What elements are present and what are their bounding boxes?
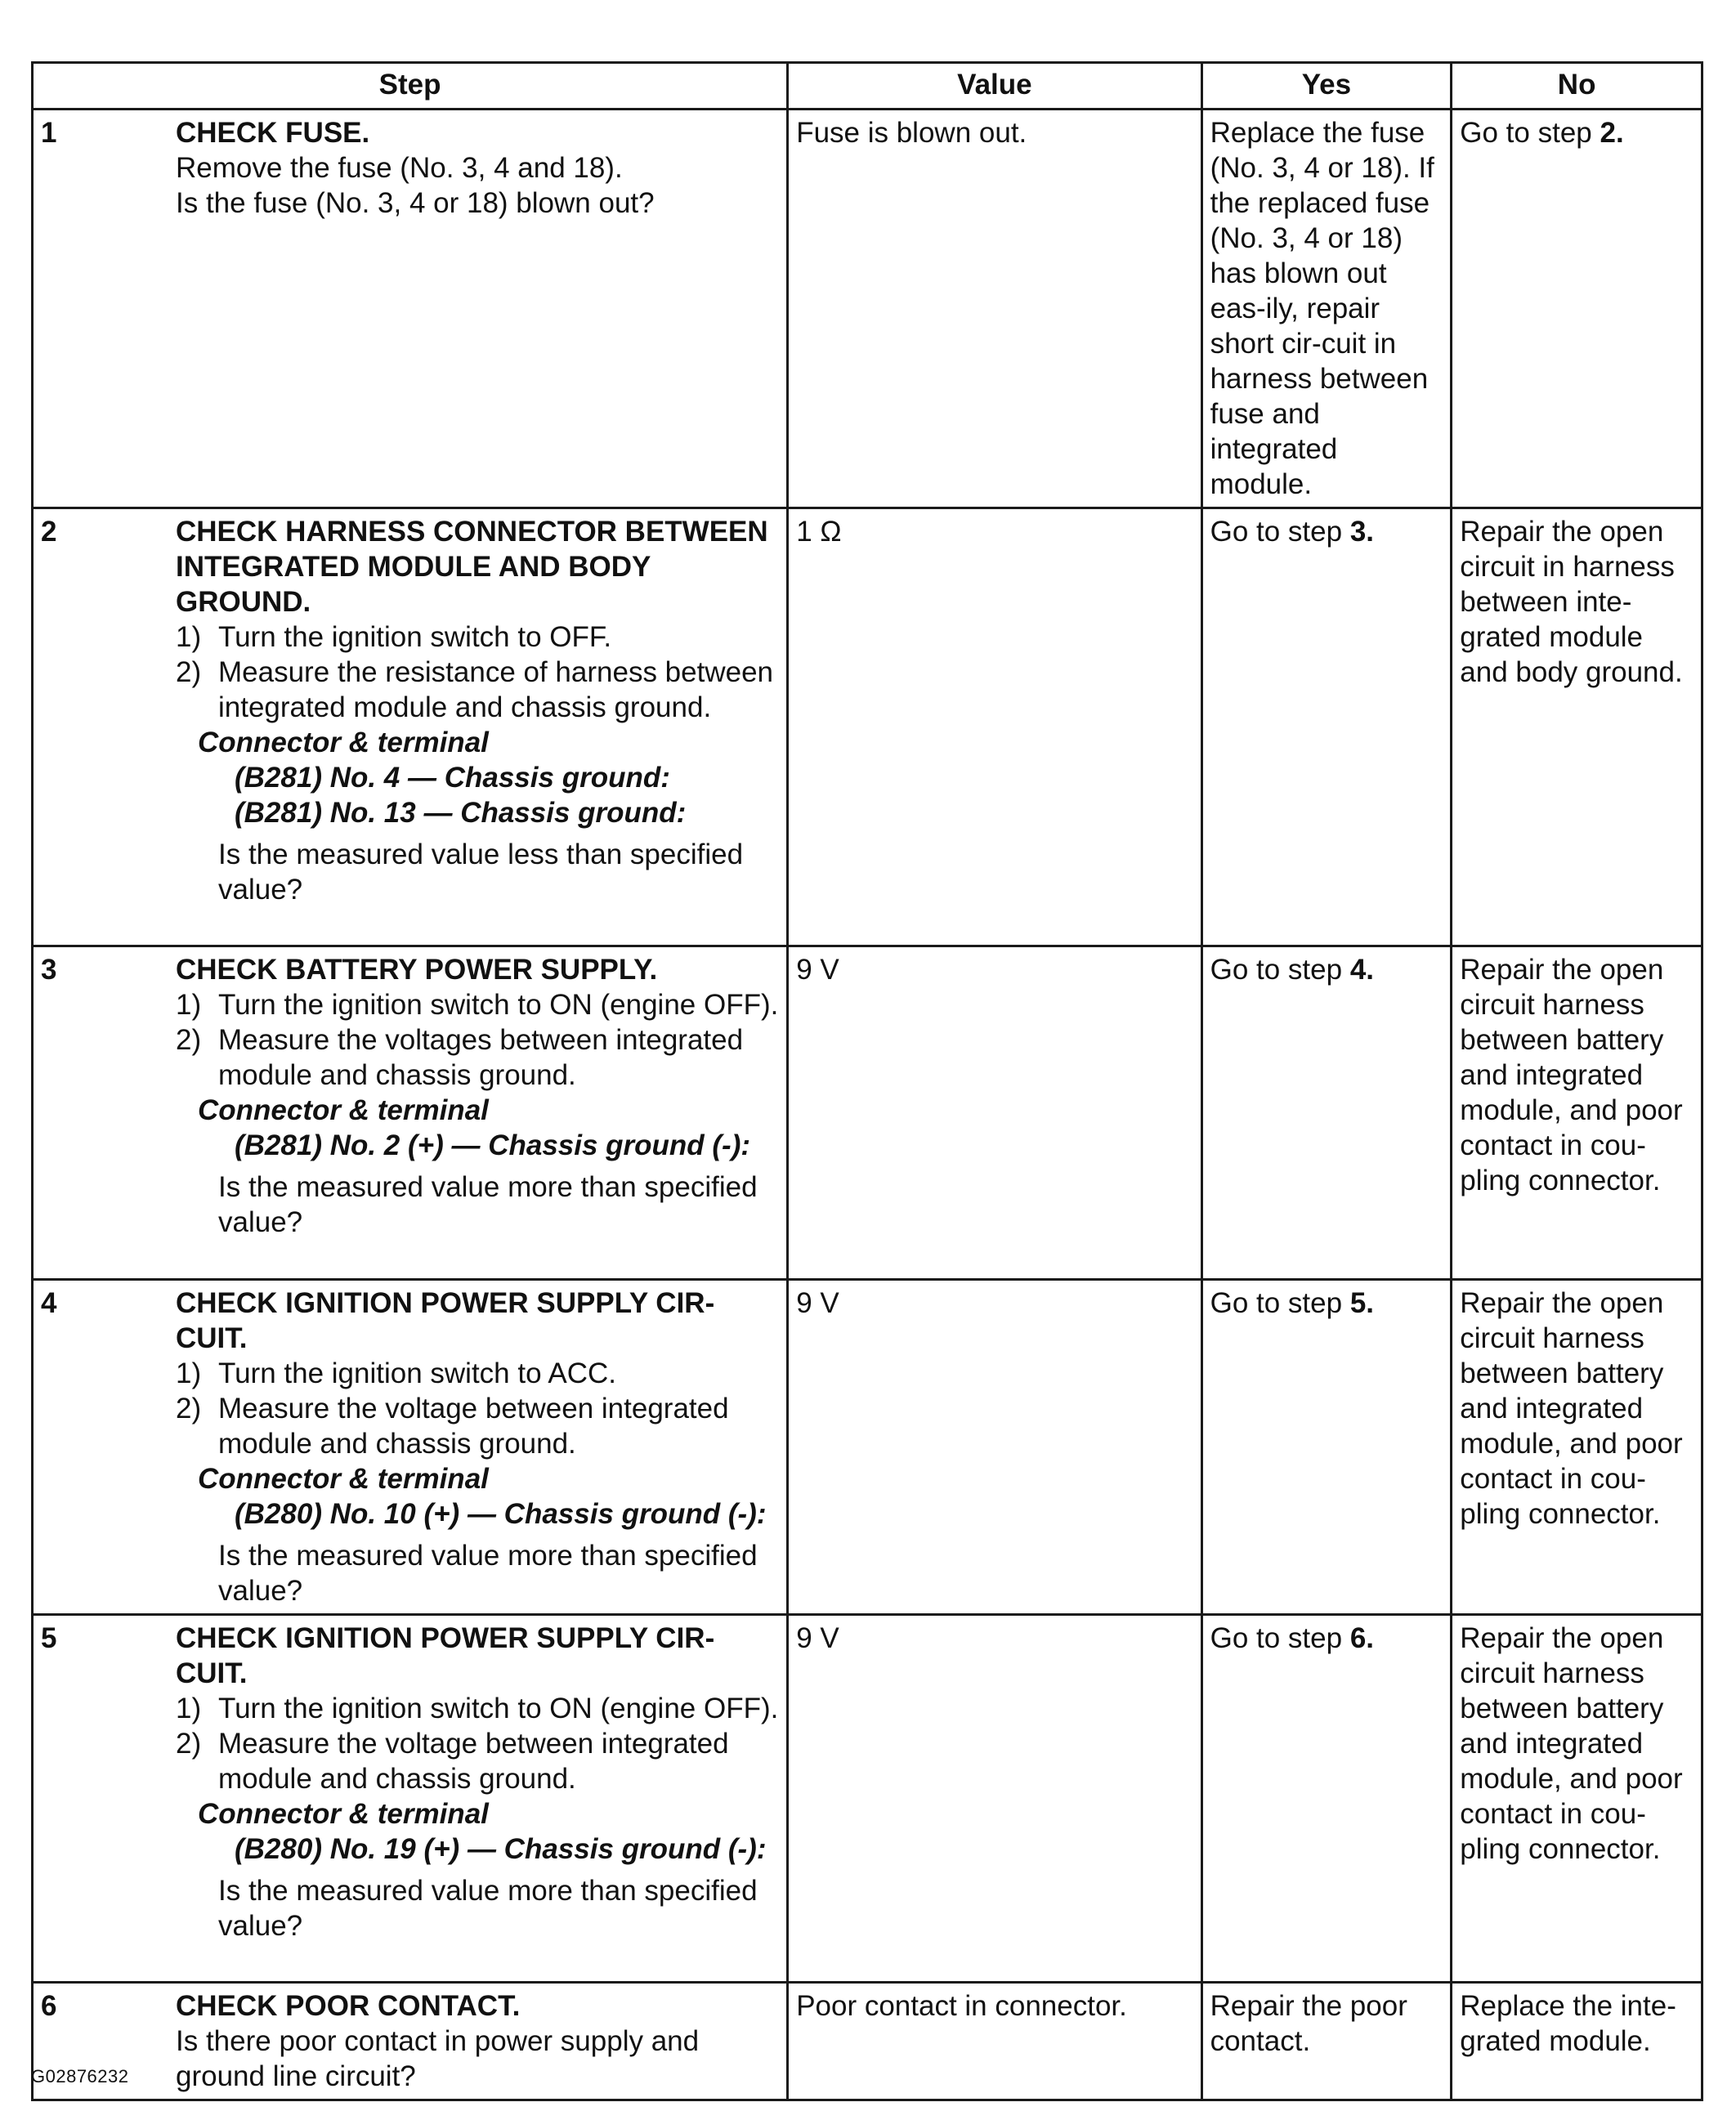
step-instruction (176, 1356, 779, 1391)
no-cell: Repair the open circuit harness between battery and integrated module, and poor contact in cou-pling connector. (1452, 946, 1702, 1280)
step-question: Is the measured value less than specified value? (218, 839, 744, 906)
header-no: No (1452, 63, 1702, 110)
item-marker: 2) (176, 1024, 202, 1056)
value-cell: 9 V (788, 1615, 1201, 1983)
step-instruction (176, 655, 779, 725)
step-title: CHECK IGNITION POWER SUPPLY CIR-CUIT. (176, 1622, 715, 1689)
table-row (33, 946, 1702, 1280)
yes-cell (1201, 1280, 1452, 1615)
step-question: Is the measured value more than specified value? (218, 1171, 758, 1238)
no-text: Go to step (1460, 117, 1600, 149)
yes-step-ref: 5. (1349, 1287, 1375, 1319)
item-text: Measure the resistance of harness between integrated module and chassis ground. (218, 656, 773, 723)
item-text: Turn the ignition switch to ON (engine OFF). (218, 1693, 779, 1724)
step-instruction: Remove the fuse (No. 3, 4 and 18). (176, 152, 623, 184)
terminal-spec: (B280) No. 10 (+) — Chassis ground (-): (235, 1498, 767, 1530)
connector-terminal-label: Connector & terminal (198, 1094, 489, 1126)
no-cell: Repair the open circuit harness between battery and integrated module, and poor contact in cou-pling connector. (1452, 1280, 1702, 1615)
item-text: Measure the voltage between integrated module and chassis ground. (218, 1728, 729, 1795)
item-text: Measure the voltage between integrated module and chassis ground. (218, 1393, 729, 1460)
yes-cell: Repair the poor contact. (1201, 1983, 1452, 2100)
terminal-spec: (B281) No. 13 — Chassis ground: (235, 797, 687, 829)
step-instruction (176, 987, 779, 1022)
item-marker: 1) (176, 621, 202, 653)
step-number: 2 (41, 516, 57, 548)
step-cell (33, 1983, 788, 2100)
yes-step-ref: 6. (1349, 1622, 1375, 1654)
step-number: 3 (41, 954, 57, 986)
item-text: Turn the ignition switch to OFF. (218, 621, 612, 653)
table-row (33, 1983, 1702, 2100)
step-title: CHECK FUSE. (176, 117, 370, 149)
header-value: Value (788, 63, 1201, 110)
step-number: 1 (41, 117, 57, 149)
step-cell (33, 946, 788, 1280)
item-marker: 2) (176, 656, 202, 688)
step-question: Is the fuse (No. 3, 4 or 18) blown out? (176, 187, 655, 219)
no-cell (1452, 110, 1702, 508)
terminal-spec: (B281) No. 4 — Chassis ground: (235, 762, 670, 794)
yes-step-ref: 3. (1349, 516, 1375, 548)
header-yes: Yes (1201, 63, 1452, 110)
no-step-ref: 2. (1600, 117, 1624, 149)
table-header-row (33, 63, 1702, 110)
item-marker: 1) (176, 1357, 202, 1389)
yes-cell (1201, 1615, 1452, 1983)
terminal-spec: (B280) No. 19 (+) — Chassis ground (-): (235, 1833, 767, 1865)
step-question: Is the measured value more than specified value? (218, 1540, 758, 1607)
item-marker: 1) (176, 989, 202, 1021)
value-cell: 1 Ω (788, 508, 1201, 946)
value-cell: Poor contact in connector. (788, 1983, 1201, 2100)
step-question: Is the measured value more than specified value? (218, 1875, 758, 1942)
connector-terminal-label: Connector & terminal (198, 727, 489, 758)
yes-text: Go to step (1210, 1287, 1350, 1319)
value-cell: 9 V (788, 946, 1201, 1280)
terminal-spec: (B281) No. 2 (+) — Chassis ground (-): (235, 1129, 751, 1161)
step-number: 5 (41, 1622, 57, 1654)
step-cell (33, 1615, 788, 1983)
step-instruction (176, 1022, 779, 1093)
table-row (33, 508, 1702, 946)
step-title: CHECK POOR CONTACT. (176, 1990, 521, 2022)
step-title: CHECK BATTERY POWER SUPPLY. (176, 954, 658, 986)
diagnostic-table (31, 61, 1703, 2101)
step-cell (33, 1280, 788, 1615)
item-text: Turn the ignition switch to ON (engine OFF). (218, 989, 779, 1021)
step-question: Is there poor contact in power supply and ground line circuit? (176, 2025, 700, 2092)
step-instruction (176, 619, 779, 655)
no-cell: Replace the inte-grated module. (1452, 1983, 1702, 2100)
item-text: Measure the voltages between integrated module and chassis ground. (218, 1024, 744, 1091)
connector-terminal-label: Connector & terminal (198, 1463, 489, 1495)
item-marker: 1) (176, 1693, 202, 1724)
item-text: Turn the ignition switch to ACC. (218, 1357, 616, 1389)
table-row (33, 1615, 1702, 1983)
yes-step-ref: 4. (1349, 954, 1375, 986)
yes-cell: Replace the fuse (No. 3, 4 or 18). If the replaced fuse (No. 3, 4 or 18) has blown out eas-ily, repair short cir-cuit in harness between fuse and integrated module. (1201, 110, 1452, 508)
no-cell: Repair the open circuit in harness between inte-grated module and body ground. (1452, 508, 1702, 946)
table-row (33, 1280, 1702, 1615)
yes-text: Go to step (1210, 954, 1350, 986)
step-cell (33, 508, 788, 946)
yes-cell (1201, 946, 1452, 1280)
step-number: 4 (41, 1287, 57, 1319)
header-step: Step (33, 63, 788, 110)
table-row (33, 110, 1702, 508)
value-cell: Fuse is blown out. (788, 110, 1201, 508)
item-marker: 2) (176, 1728, 202, 1760)
connector-terminal-label: Connector & terminal (198, 1798, 489, 1830)
figure-id: G02876232 (31, 2066, 129, 2086)
step-title: CHECK IGNITION POWER SUPPLY CIR-CUIT. (176, 1287, 715, 1354)
yes-text: Go to step (1210, 1622, 1350, 1654)
step-number: 6 (41, 1990, 57, 2022)
step-instruction (176, 1726, 779, 1796)
item-marker: 2) (176, 1393, 202, 1425)
step-cell (33, 110, 788, 508)
value-cell: 9 V (788, 1280, 1201, 1615)
no-cell: Repair the open circuit harness between battery and integrated module, and poor contact in cou-pling connector. (1452, 1615, 1702, 1983)
step-instruction (176, 1691, 779, 1726)
step-instruction (176, 1391, 779, 1461)
yes-text: Go to step (1210, 516, 1350, 548)
yes-cell (1201, 508, 1452, 946)
step-title: CHECK HARNESS CONNECTOR BETWEEN INTEGRATED MODULE AND BODY GROUND. (176, 516, 768, 618)
